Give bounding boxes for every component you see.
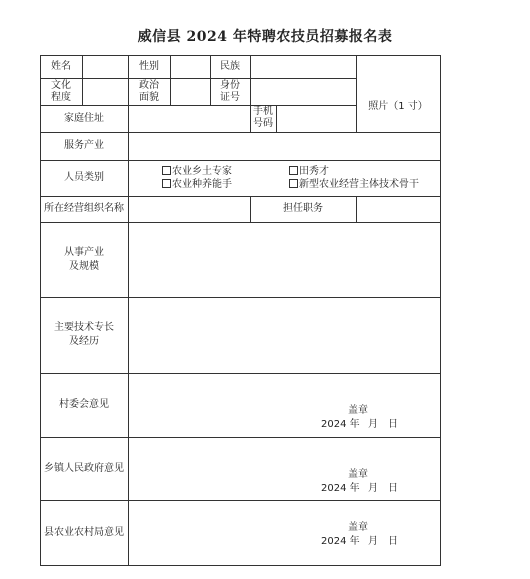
township-opinion-label: 乡镇人民政府意见 (44, 463, 124, 474)
date-year: 2024 年 (321, 483, 360, 494)
education-label-line1: 文化 (51, 80, 71, 91)
org-label: 所在经营组织名称 (44, 203, 124, 214)
id-number-label-line2: 证号 (220, 92, 240, 103)
date-month: 月 (368, 536, 378, 547)
expertise-label-line1: 主要技术专长 (54, 322, 114, 333)
category-option-expert[interactable]: 农业乡土专家 (162, 166, 232, 178)
date-day: 日 (388, 419, 398, 430)
grid-line (40, 105, 356, 106)
stamp-label: 盖章 (348, 522, 368, 533)
address-label: 家庭住址 (64, 113, 104, 124)
date-day: 日 (388, 536, 398, 547)
grid-line (40, 132, 440, 133)
grid-line (40, 500, 440, 501)
grid-line (40, 196, 440, 197)
county-opinion-label: 县农业农村局意见 (44, 527, 124, 538)
grid-line (40, 565, 440, 566)
grid-line (356, 196, 357, 222)
grid-line (40, 55, 41, 566)
village-opinion-label: 村委会意见 (59, 399, 109, 410)
id-number-label-line1: 身份 (220, 80, 240, 91)
phone-label-line1: 手机 (253, 106, 273, 117)
checkbox-icon (162, 166, 171, 175)
category-label: 人员类别 (64, 172, 104, 183)
date-day: 日 (388, 483, 398, 494)
category-option-farmer[interactable]: 农业种养能手 (162, 179, 232, 191)
scale-label-line1: 从事产业 (64, 247, 104, 258)
political-label-line1: 政治 (139, 80, 159, 91)
grid-line (356, 55, 357, 132)
grid-line (276, 105, 277, 132)
date-month: 月 (368, 419, 378, 430)
category-option-tianxiucai[interactable]: 田秀才 (289, 166, 329, 178)
grid-line (40, 437, 440, 438)
grid-line (170, 55, 171, 105)
grid-line (40, 373, 440, 374)
grid-line (40, 297, 440, 298)
grid-line (250, 55, 251, 105)
position-label: 担任职务 (283, 203, 323, 214)
photo-placeholder: 照片（1 寸） (368, 101, 428, 112)
date-year: 2024 年 (321, 419, 360, 430)
checkbox-icon (289, 179, 298, 188)
grid-line (40, 78, 356, 79)
name-label: 姓名 (51, 61, 71, 72)
form-title: 威信县 2024 年特聘农技员招募报名表 (137, 29, 393, 45)
gender-label: 性别 (139, 61, 159, 72)
stamp-label: 盖章 (348, 469, 368, 480)
grid-line (40, 222, 440, 223)
scale-label-line2: 及规模 (69, 261, 99, 272)
grid-line (440, 55, 441, 566)
stamp-label: 盖章 (348, 405, 368, 416)
date-month: 月 (368, 483, 378, 494)
industry-label: 服务产业 (64, 140, 104, 151)
phone-label-line2: 号码 (253, 118, 273, 129)
grid-line (40, 55, 440, 56)
category-option-tech-backbone[interactable]: 新型农业经营主体技术骨干 (289, 179, 419, 191)
checkbox-icon (289, 166, 298, 175)
ethnicity-label: 民族 (220, 61, 240, 72)
education-label-line2: 程度 (51, 92, 71, 103)
date-year: 2024 年 (321, 536, 360, 547)
grid-line (128, 105, 129, 565)
grid-line (82, 55, 83, 105)
grid-line (40, 160, 440, 161)
political-label-line2: 面貌 (139, 92, 159, 103)
expertise-label-line2: 及经历 (69, 336, 99, 347)
checkbox-icon (162, 179, 171, 188)
